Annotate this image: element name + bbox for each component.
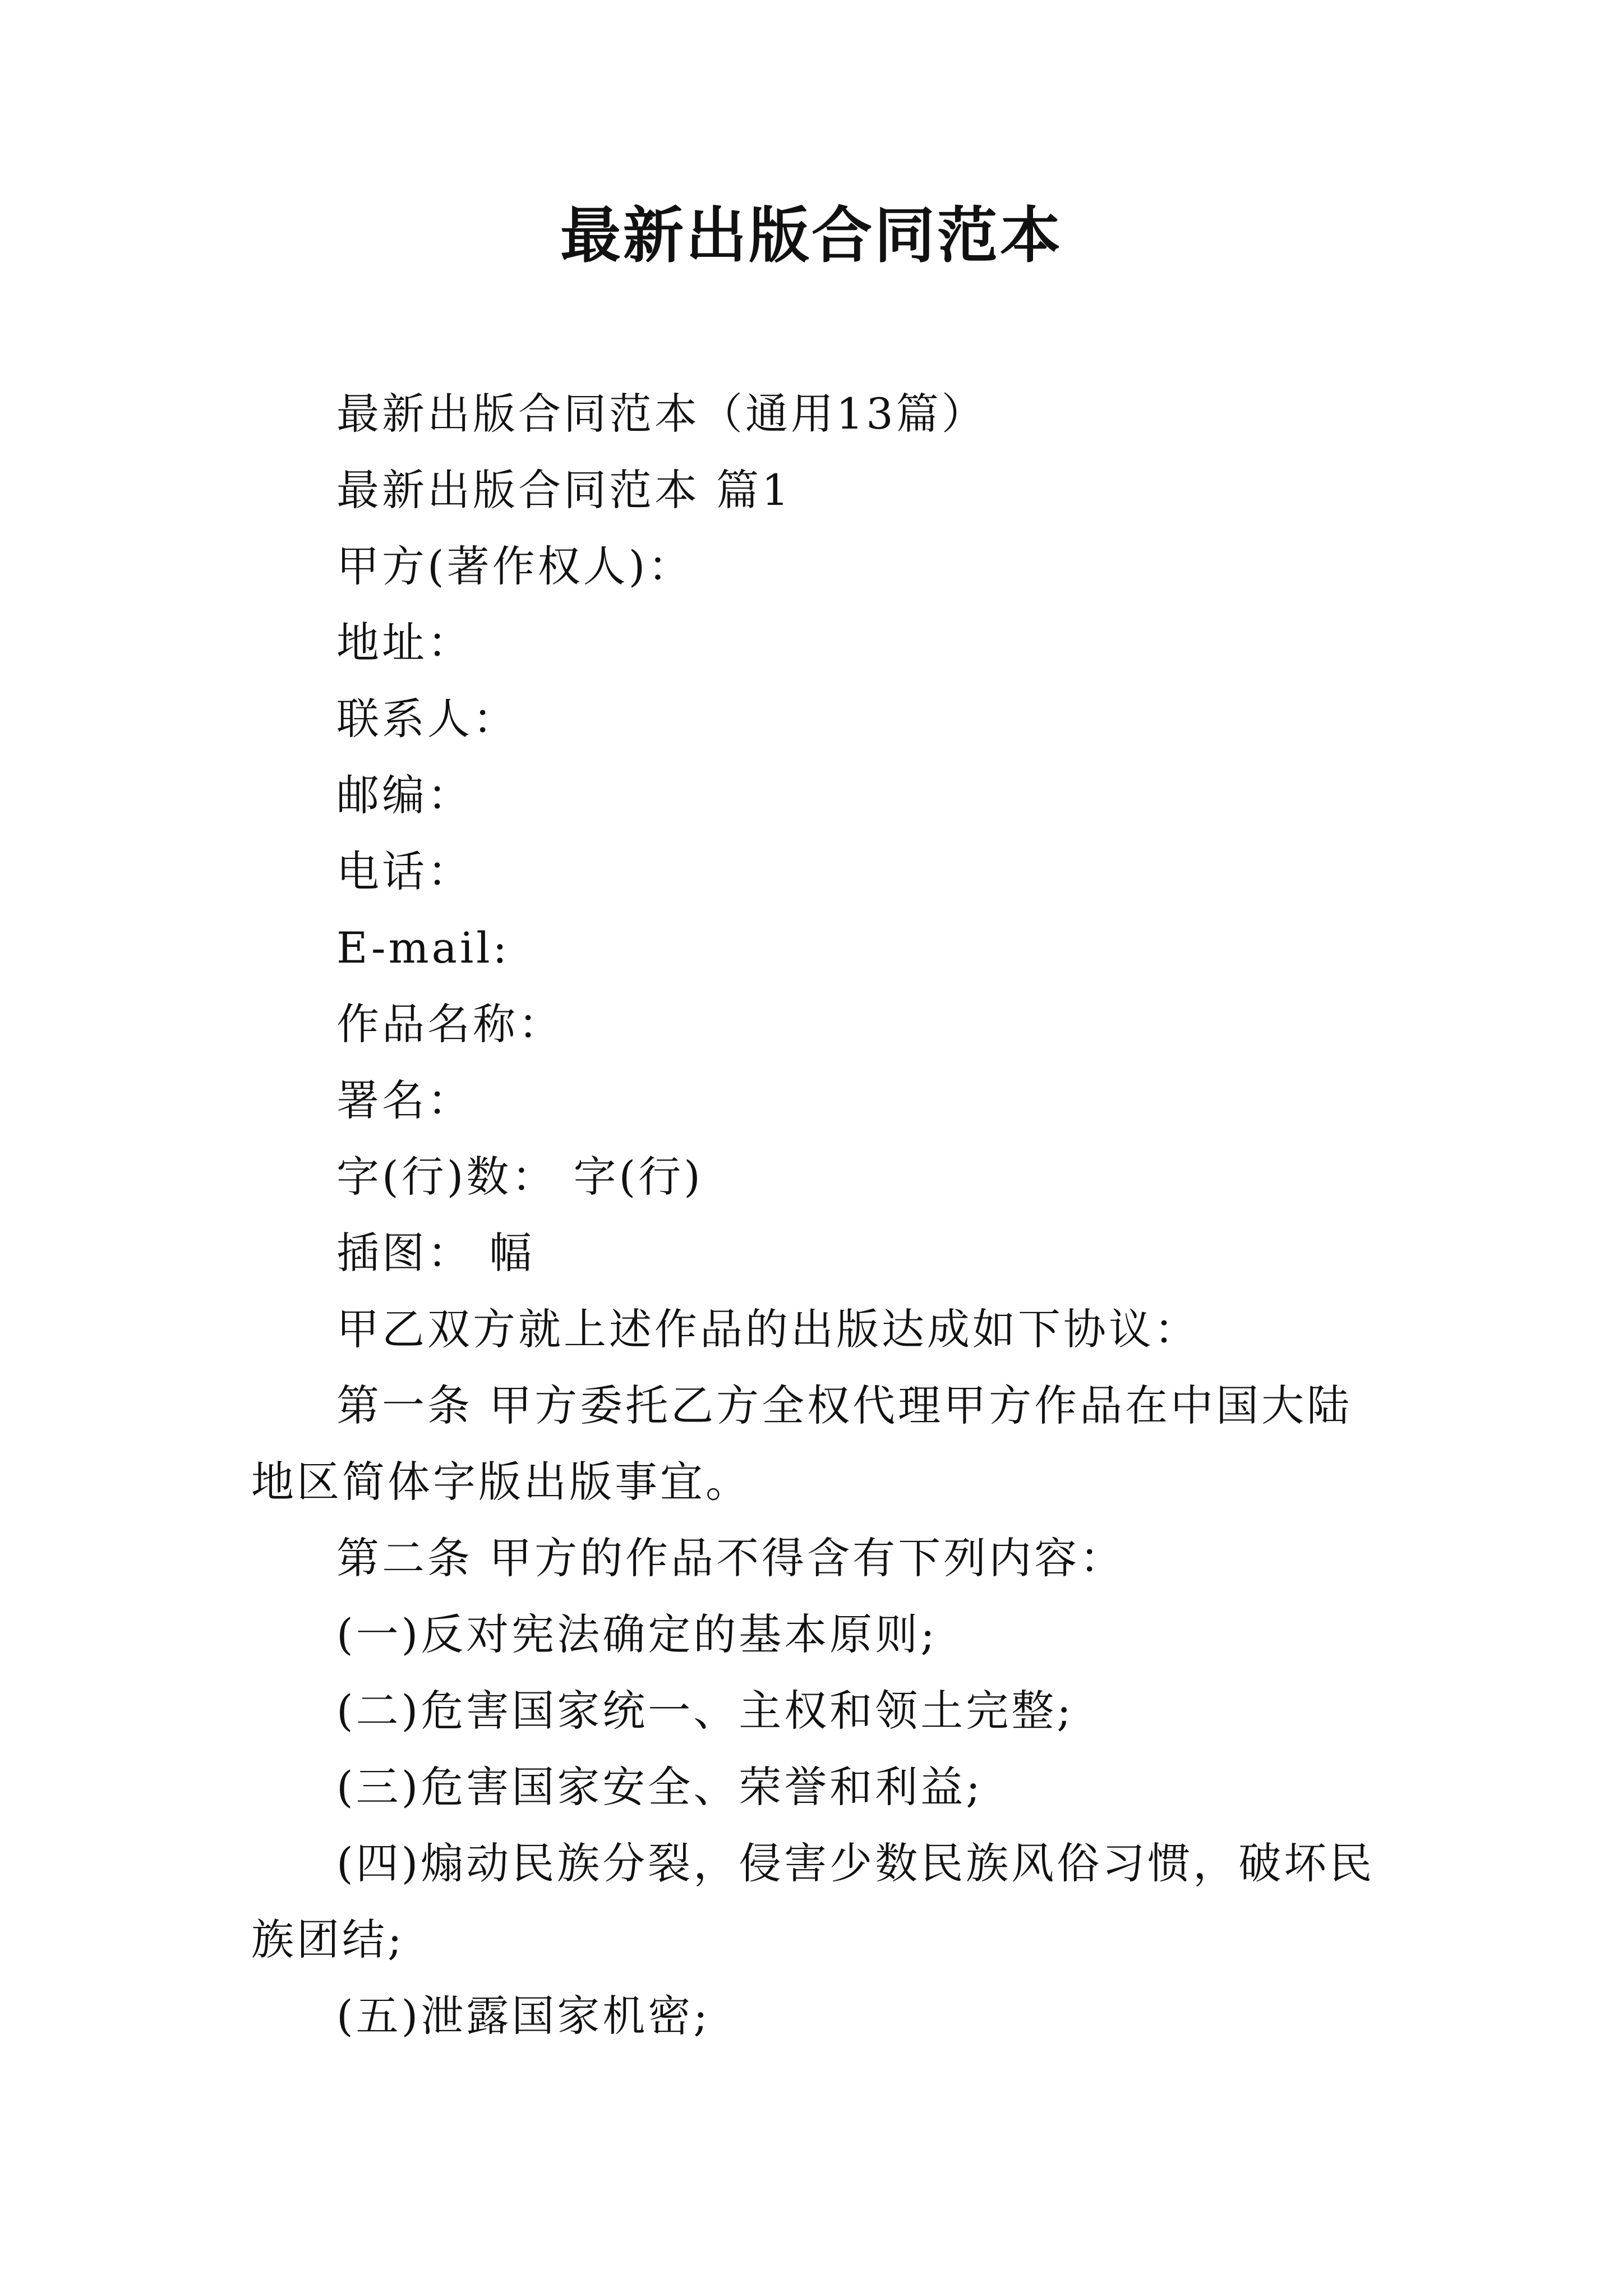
subtitle-line: 最新出版合同范本（通用13篇） <box>336 389 987 439</box>
article-2-item-2: (二)危害国家统一、主权和领土完整; <box>336 1686 1074 1736</box>
article-1: 第一条 甲方委托乙方全权代理甲方作品在中国大陆地区简体字版出版事宜。 <box>251 1381 1353 1507</box>
agreement-intro: 甲乙双方就上述作品的出版达成如下协议： <box>336 1304 1200 1354</box>
byline-line: 署名： <box>336 1075 473 1125</box>
party-a-line: 甲方(著作权人)： <box>336 541 694 591</box>
address-line: 地址： <box>336 618 473 668</box>
word-count-line: 字(行)数： 字(行) <box>336 1152 703 1202</box>
illustration-line: 插图： 幅 <box>336 1228 535 1278</box>
article-2-item-1: (一)反对宪法确定的基本原则; <box>336 1609 938 1659</box>
contact-line: 联系人： <box>336 694 518 744</box>
email-line: E-mail: <box>336 923 510 973</box>
section-heading: 最新出版合同范本 篇1 <box>336 465 792 515</box>
postcode-line: 邮编： <box>336 770 473 820</box>
article-2-item-5: (五)泄露国家机密; <box>336 1991 711 2041</box>
article-2-item-4: (四)煽动民族分裂，侵害少数民族风俗习惯，破坏民族团结; <box>251 1838 1375 1964</box>
article-2: 第二条 甲方的作品不得含有下列内容： <box>336 1533 1126 1583</box>
article-2-item-3: (三)危害国家安全、荣誉和利益; <box>336 1762 983 1812</box>
phone-line: 电话： <box>336 846 473 896</box>
work-title-line: 作品名称： <box>336 999 564 1049</box>
document-title: 最新出版合同范本 <box>560 200 1063 271</box>
document-body <box>251 376 1378 2054</box>
